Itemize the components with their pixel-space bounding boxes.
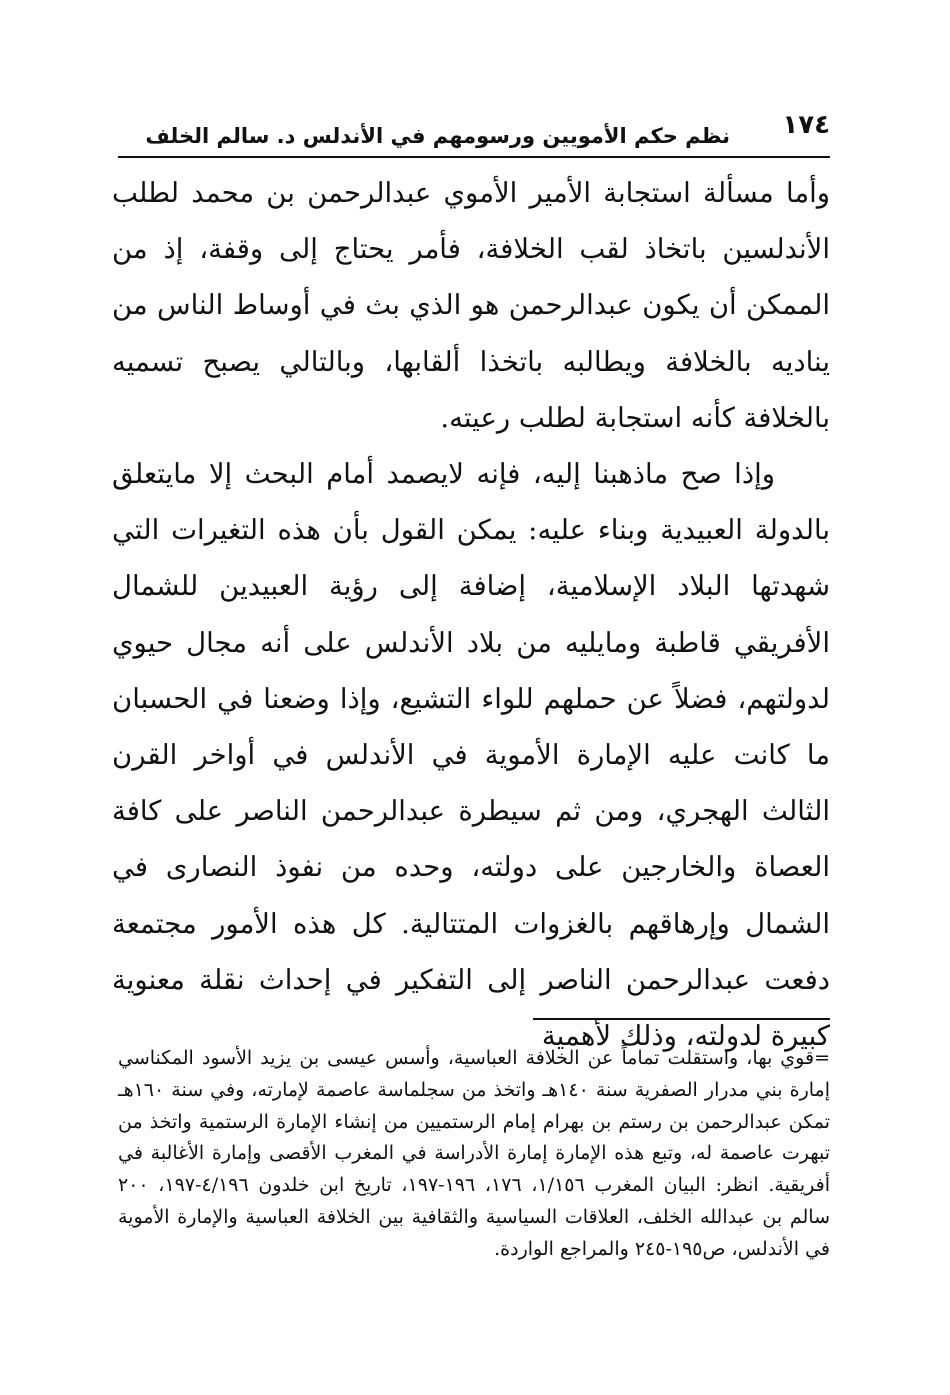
body-text bbox=[112, 165, 830, 1064]
footnote: =قوي بها، واستقلت تماماً عن الخلافة العباسية، وأسس عيسى بن يزيد الأسود المكناسي إمارة بني مدرار الصفرية سنة ١٤٠هـ واتخذ من سجلماسة عاصمة لإمارته، وفي سنة ١٦٠هـ تمكن عبدالرحمن بن رستم بن بهرام إمام الرستميين من إنشاء الإمارة الرستمية واتخذ من تبهرت عاصمة له، وتبع هذه الإمارة إمارة الأدراسة في المغرب الأقصى وإمارة الأغالبة في أفريقية. انظر: البيان المغرب ١/١٥٦، ١٧٦، ١٩٦-١٩٧، تاريخ ابن خلدون ٤/١٩٦-١٩٧، ٢٠٠ سالم بن عبدالله الخلف، العلاقات السياسية والثقافية بين الخلافة العباسية والإمارة الأموية في الأندلس، ص١٩٥-٢٤٥ والمراجع الواردة. bbox=[118, 1047, 831, 1260]
page-number: ١٧٤ bbox=[782, 110, 830, 140]
page-header bbox=[118, 110, 830, 158]
running-title: نظم حكم الأمويين ورسومهم في الأندلس د. سالم الخلف bbox=[145, 124, 730, 148]
paragraph-1: وأما مسألة استجابة الأمير الأموي عبدالرحمن بن محمد لطلب الأندلسين باتخاذ لقب الخلافة، فأمر يحتاج إلى وقفة، إذ من الممكن أن يكون عبدالرحمن هو الذي بث في أوساط الناس من يناديه بالخلافة ويطالبه باتخذا ألقابها، وبالتالي يصبح تسميه بالخلافة كأنه استجابة لطلب رعيته. bbox=[112, 177, 830, 434]
footnote-separator bbox=[533, 1018, 830, 1020]
paragraph-2: وإذا صح ماذهبنا إليه، فإنه لايصمد أمام البحث إلا مايتعلق بالدولة العبيدية وبناء عليه: يمكن القول بأن هذه التغيرات التي شهدتها البلاد الإسلامية، إضافة إلى رؤية العبيدين للشمال الأفريقي قاطبة ومايليه من بلاد الأندلس على أنه مجال حيوي لدولتهم، فضلاً عن حملهم للواء التشيع، وإذا وضعنا في الحسبان ما كانت عليه الإمارة الأموية في الأندلس في أواخر القرن الثالث الهجري، ومن ثم سيطرة عبدالرحمن الناصر على كافة العصاة والخارجين على دولته، وحده من نفوذ النصارى في الشمال وإرهاقهم بالغزوات المتتالية. كل هذه الأمور مجتمعة دفعت عبدالرحمن الناصر إلى التفكير في إحداث نقلة معنوية كبيرة لدولته، وذلك لأهمية bbox=[112, 458, 830, 1053]
